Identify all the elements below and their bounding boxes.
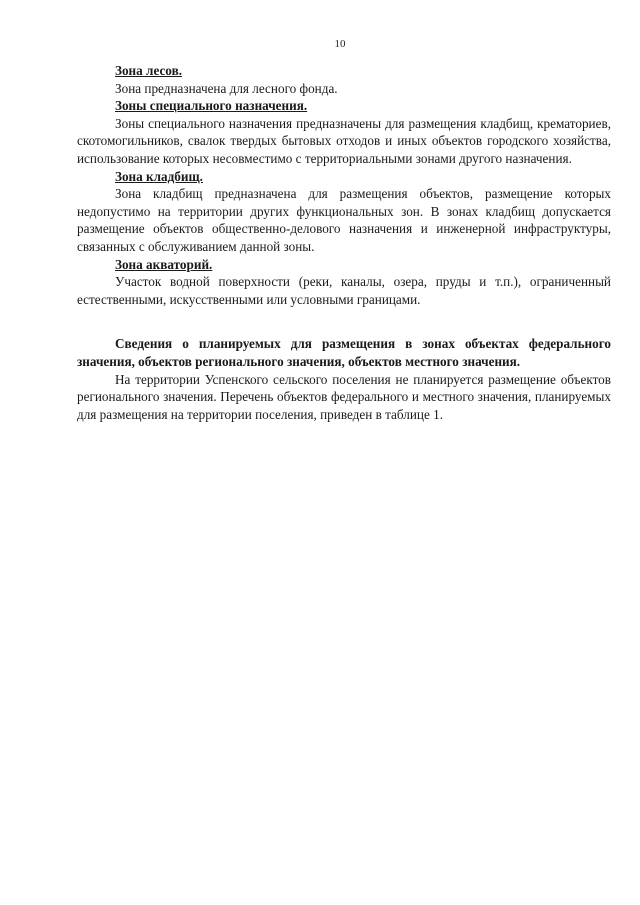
paragraph-planned-objects: На территории Успенского сельского поселения не планируется размещение объектов регионального значения. Перечень объектов федерального и местного значения, планируемых для размещения на территории поселения, приведен в таблице 1. xyxy=(77,371,611,422)
document-body xyxy=(77,62,611,423)
page-number: 10 xyxy=(334,38,346,50)
section-title-planned-objects: Сведения о планируемых для размещения в зонах объектах федерального значения, объектов регионального значения, объектов местного значения. xyxy=(77,336,611,369)
heading-forest-zone: Зона лесов. xyxy=(115,63,182,78)
heading-cemetery-zone: Зона кладбищ. xyxy=(115,168,203,184)
paragraph-water-zone: Участок водной поверхности (реки, каналы, озера, пруды и т.п.), ограниченный естественными, искусственными или условными границами. xyxy=(77,274,611,307)
paragraph-forest-zone: Зона предназначена для лесного фонда. xyxy=(115,80,338,96)
heading-water-zone: Зона акваторий. xyxy=(115,256,213,272)
heading-special-zone: Зоны специального назначения. xyxy=(115,98,308,114)
paragraph-special-zone: Зоны специального назначения предназначены для размещения кладбищ, крематориев, скотомогильников, свалок твердых бытовых отходов и иных объектов городского хозяйства, использование которых несовместимо с территориальными зонами другого назначения. xyxy=(77,115,611,166)
paragraph-cemetery-zone: Зона кладбищ предназначена для размещения объектов, размещение которых недопустимо на территории других функциональных зон. В зонах кладбищ допускается размещение объектов общественно-делового назначения и инженерной инфраструктуры, связанных с обслуживанием данной зоны. xyxy=(77,186,611,254)
